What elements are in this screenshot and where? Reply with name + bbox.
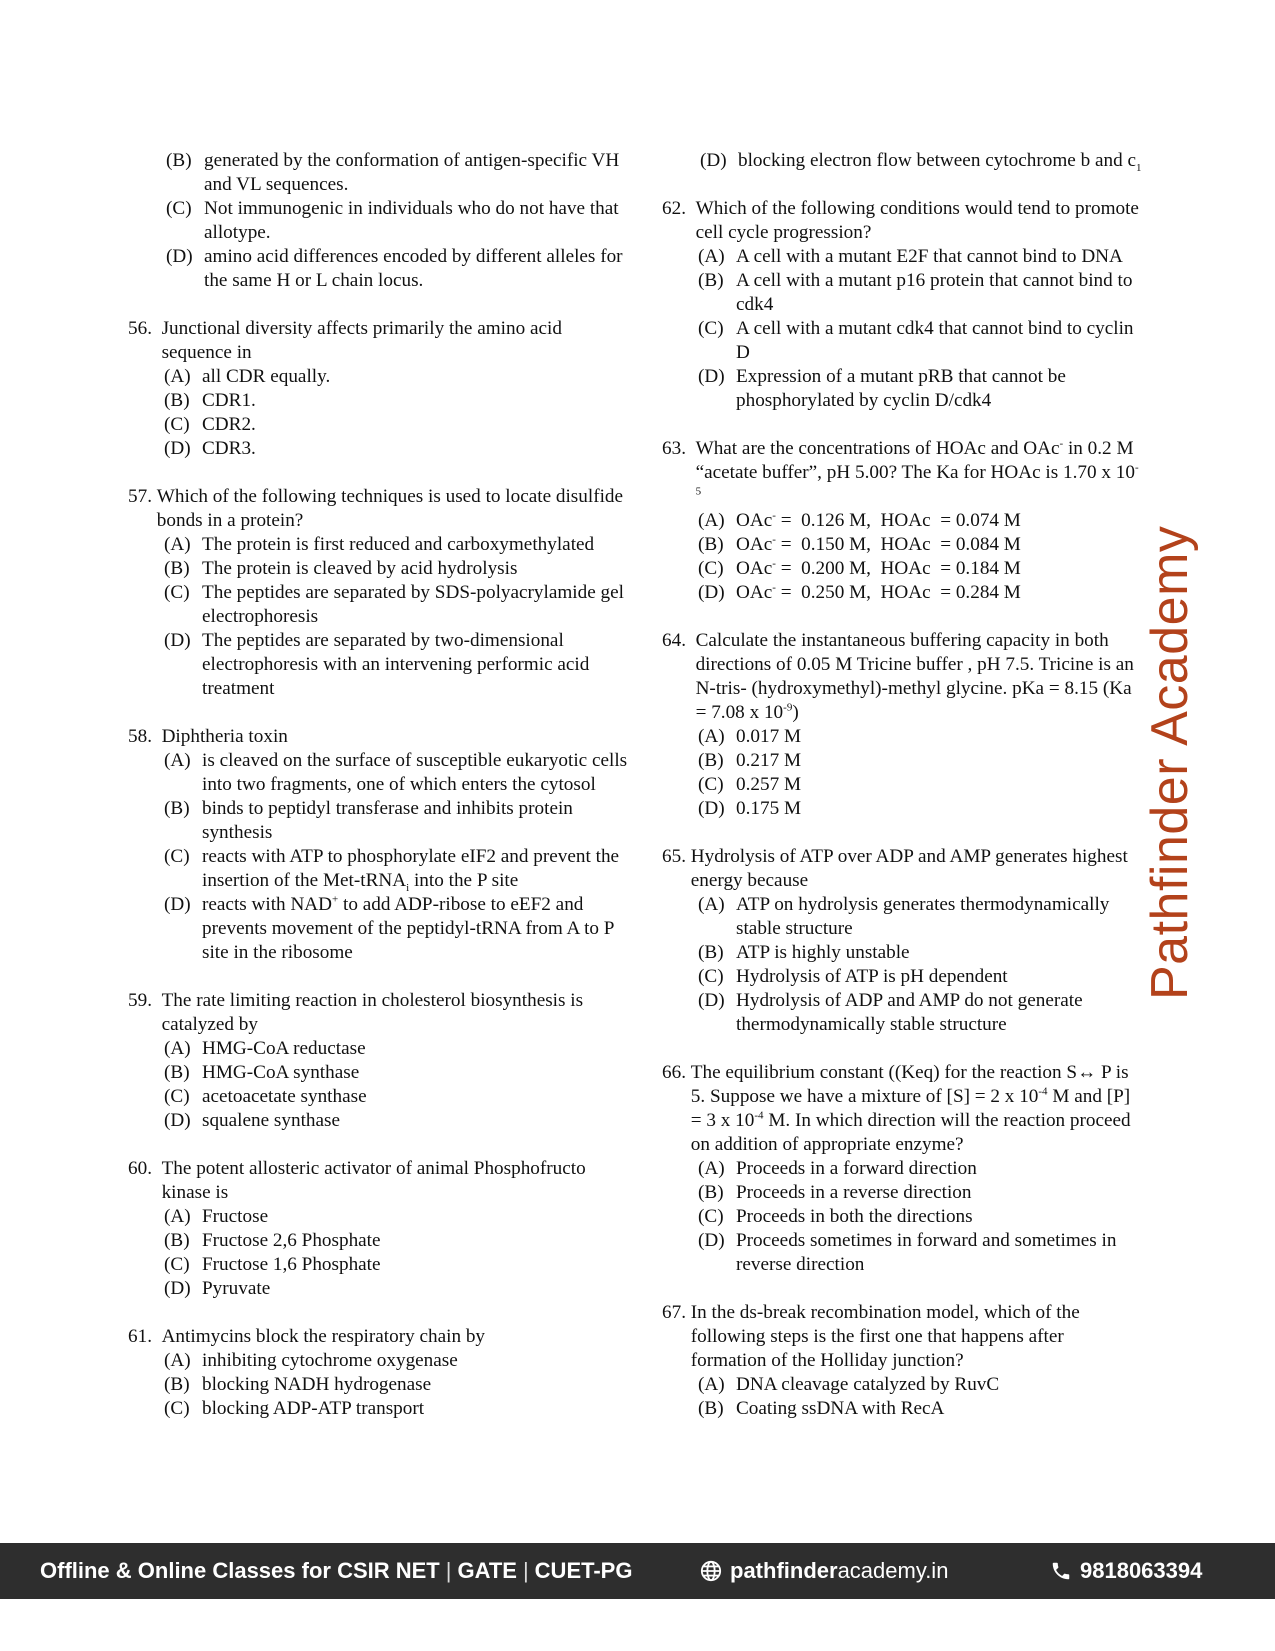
question-stem: Calculate the instantaneous buffering capacity in both directions of 0.05 M Tricine buffer , pH 7.5. Tricine is an N-tris- (hydroxymethyl)-methyl glycine. pKa = 8.15 (Ka = 7.08 x $10^{-9}$) <box>695 630 1134 723</box>
option: (C) acetoacetate synthase <box>164 1086 367 1107</box>
option: (A) is cleaved on the surface of susceptible eukaryotic cells into two fragments, one of which enters the cytosol <box>164 750 628 795</box>
option: (A) HMG-CoA reductase <box>164 1038 366 1059</box>
option: (B) Coating ssDNA with RecA <box>698 1398 945 1419</box>
question-61 <box>128 1325 628 1421</box>
question-stem: What are the concentrations of HOAc and OAc- in 0.2 M “acetate buffer”, pH 5.00? The Ka for HOAc is 1.70 x $10^{-5}$ <box>695 437 1139 498</box>
option: (B) 0.217 M <box>698 750 802 771</box>
right-column <box>662 149 1142 1445</box>
option: (D) The peptides are separated by two-dimensional electrophoresis with an intervening performic acid treatment <box>164 630 590 699</box>
option: (C) reacts with ATP to phosphorylate eIF2 and prevent the insertion of the Met-tRNA$_i$ into the P site <box>164 846 620 894</box>
question-63 <box>662 437 1142 605</box>
option: (D) Expression of a mutant pRB that cannot be phosphorylated by cyclin D/cdk4 <box>698 366 1066 411</box>
question-58 <box>128 725 628 965</box>
option: (C) Not immunogenic in individuals who do not have that allotype. <box>166 198 619 243</box>
question-66 <box>662 1061 1142 1277</box>
option: (B) HMG-CoA synthase <box>164 1062 360 1083</box>
question-number: 63. <box>662 438 696 459</box>
question-stem: Which of the following techniques is used to locate disulfide bonds in a protein? <box>156 486 624 531</box>
footer-classes: Offline & Online Classes for CSIR NET | GATE | CUET-PG <box>40 1558 633 1583</box>
option: (C) A cell with a mutant cdk4 that cannot bind to cyclin D <box>698 318 1134 363</box>
footer-phone-link[interactable]: 9818063394 <box>1050 1558 1202 1584</box>
option: (C) Proceeds in both the directions <box>698 1206 973 1227</box>
option: (A) Proceeds in a forward direction <box>698 1158 977 1179</box>
question-number: 64. <box>662 630 696 651</box>
phone-icon <box>1050 1558 1080 1583</box>
option: (D) CDR3. <box>164 438 256 459</box>
left-column <box>128 149 628 1445</box>
question-65 <box>662 845 1142 1037</box>
option: (B) A cell with a mutant p16 protein that cannot bind to cdk4 <box>698 270 1133 315</box>
option: (C) CDR2. <box>164 414 256 435</box>
question-stem: Antimycins block the respiratory chain by <box>161 1326 486 1347</box>
option: (D) squalene synthase <box>164 1110 341 1131</box>
option: (C) OAc- = 0.200 M, HOAc = 0.184 M <box>698 557 1021 579</box>
question-64 <box>662 629 1142 821</box>
option: (D) Proceeds sometimes in forward and sometimes in reverse direction <box>698 1230 1117 1275</box>
question-number: 60. <box>128 1158 162 1179</box>
option: (A) inhibiting cytochrome oxygenase <box>164 1350 458 1371</box>
option: (C) Fructose 1,6 Phosphate <box>164 1254 381 1275</box>
question-stem: The equilibrium constant ((Keq) for the reaction S↔ P is 5. Suppose we have a mixture of [S] = 2 x $10^{-4}$ M and [P] = 3 x $10^{-4}$ M. In which direction will the reaction proceed on addition of appropriate enzyme? <box>690 1062 1131 1155</box>
option: (C) 0.257 M <box>698 774 802 795</box>
question-stem: Hydrolysis of ATP over ADP and AMP generates highest energy because <box>690 846 1128 891</box>
watermark: Pathfinder Academy <box>1141 525 1199 1000</box>
option: (D) Pyruvate <box>164 1278 271 1299</box>
option: (B) binds to peptidyl transferase and inhibits protein synthesis <box>164 798 573 843</box>
option: (A) all CDR equally. <box>164 366 331 387</box>
question-stem: The potent allosteric activator of animal Phosphofructo kinase is <box>161 1158 586 1203</box>
question-stem: The rate limiting reaction in cholesterol biosynthesis is catalyzed by <box>161 990 584 1035</box>
option: (C) The peptides are separated by SDS-polyacrylamide gel electrophoresis <box>164 582 624 627</box>
option: (A) DNA cleavage catalyzed by RuvC <box>698 1374 1000 1395</box>
question-number: 59. <box>128 990 162 1011</box>
question-56 <box>128 317 628 461</box>
footer-separator: | <box>445 1558 452 1583</box>
option: (B) blocking NADH hydrogenase <box>164 1374 432 1395</box>
option: (A) The protein is first reduced and carboxymethylated <box>164 534 595 555</box>
option: (A) OAc- = 0.126 M, HOAc = 0.074 M <box>698 509 1021 531</box>
option: (D) OAc- = 0.250 M, HOAc = 0.284 M <box>698 581 1021 603</box>
question-57 <box>128 485 628 701</box>
question-number: 56. <box>128 318 162 339</box>
question-stem: In the ds-break recombination model, which of the following steps is the first one that happens after formation of the Holliday junction? <box>690 1302 1080 1371</box>
question-number: 58. <box>128 726 162 747</box>
globe-icon <box>700 1558 730 1583</box>
question-number: 57. <box>128 486 157 507</box>
question-number: 62. <box>662 198 696 219</box>
option: (B) OAc- = 0.150 M, HOAc = 0.084 M <box>698 533 1021 555</box>
question-stem: Which of the following conditions would tend to promote cell cycle progression? <box>695 198 1139 243</box>
question-number: 61. <box>128 1326 162 1347</box>
question-number: 65. <box>662 846 691 867</box>
question-55-continuation <box>128 149 628 293</box>
question-stem: Diphtheria toxin <box>161 726 288 747</box>
option: (C) Hydrolysis of ATP is pH dependent <box>698 966 1008 987</box>
footer-bar <box>0 1543 1275 1599</box>
footer-website-link[interactable]: pathfinderacademy.in <box>700 1558 948 1584</box>
option: (A) A cell with a mutant E2F that cannot bind to DNA <box>698 246 1123 267</box>
option: (B) CDR1. <box>164 390 256 411</box>
question-62 <box>662 197 1142 413</box>
question-67 <box>662 1301 1142 1421</box>
option: (A) Fructose <box>164 1206 269 1227</box>
question-59 <box>128 989 628 1133</box>
option: (B) generated by the conformation of antigen-specific VH and VL sequences. <box>166 150 620 195</box>
option: (A) 0.017 M <box>698 726 802 747</box>
option: (B) The protein is cleaved by acid hydrolysis <box>164 558 518 579</box>
question-number: 66. <box>662 1062 691 1083</box>
option: (C) blocking ADP-ATP transport <box>164 1398 425 1419</box>
option: (D) amino acid differences encoded by different alleles for the same H or L chain locus. <box>166 246 623 291</box>
option: (A) ATP on hydrolysis generates thermodynamically stable structure <box>698 894 1110 939</box>
question-stem: Junctional diversity affects primarily the amino acid sequence in <box>161 318 562 363</box>
option: (D) blocking electron flow between cytochrome b and $c_1$ <box>700 150 1142 174</box>
option: (D) reacts with NAD+ to add ADP-ribose to eEF2 and prevents movement of the peptidyl-tRNA from A to P site in the ribosome <box>164 893 614 963</box>
question-number: 67. <box>662 1302 691 1323</box>
footer-separator: | <box>522 1558 529 1583</box>
option: (B) Proceeds in a reverse direction <box>698 1182 972 1203</box>
option: (D) 0.175 M <box>698 798 802 819</box>
option: (B) ATP is highly unstable <box>698 942 910 963</box>
question-60 <box>128 1157 628 1301</box>
option: (B) Fructose 2,6 Phosphate <box>164 1230 381 1251</box>
option: (D) Hydrolysis of ADP and AMP do not generate thermodynamically stable structure <box>698 990 1083 1035</box>
question-61-continuation <box>662 149 1142 173</box>
